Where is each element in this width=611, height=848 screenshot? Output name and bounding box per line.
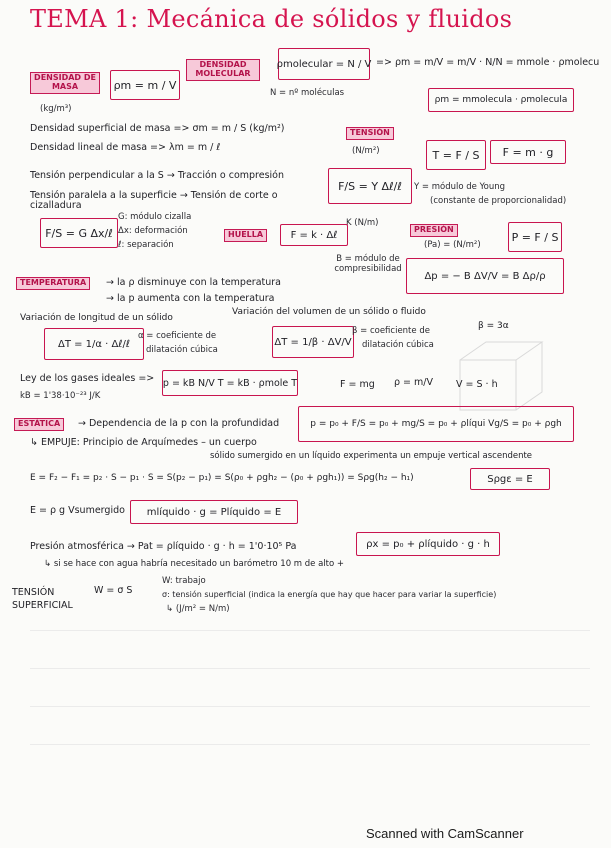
bulk-formula: Δp = − B ΔV/V = B Δρ/ρ [406, 258, 564, 294]
alpha-note1: α = coeficiente de [138, 331, 217, 341]
shear-l-note: ℓ: separación [118, 240, 174, 250]
shear-g-note: G: módulo cizalla [118, 212, 192, 222]
length-variation-text: Variación de longitud de un sólido [20, 313, 173, 323]
pressure-units: (Pa) = (N/m²) [424, 240, 481, 250]
bleed-line [30, 668, 590, 669]
shear-dx-note: Δx: deformación [118, 226, 188, 236]
force-formula: F = m · g [490, 140, 566, 164]
density-relation: => ρm = m/V = m/V · N/N = mmole · ρmolecu [376, 57, 600, 68]
tension-perp-text: Tensión perpendicular a la S → Tracción o compresión [30, 170, 285, 181]
hooke-formula: F = k · Δℓ [280, 224, 348, 246]
density-rho: ρ = m/V [394, 377, 433, 388]
density-mass-formula: ρm = m / V [110, 70, 180, 100]
weight-box: mlíquido · g = Plíquido = E [130, 500, 298, 524]
young-note2: (constante de proporcionalidad) [430, 196, 567, 206]
archimedes-text: ↳ EMPUJE: Principio de Arquímedes – un cuerpo [30, 437, 257, 448]
beta-note1: β = coeficiente de [352, 326, 430, 336]
temperature-line2: → la p aumenta con la temperatura [106, 293, 275, 304]
density-result-formula: ρm = mmolecula · ρmolecula [428, 88, 574, 112]
static-pressure-formula: p = p₀ + F/S = p₀ + mg/S = p₀ + ρlíqui Vg/S = p₀ + ρgh [298, 406, 574, 442]
surface-tension-label: TENSIÓN SUPERFICIAL [12, 587, 73, 612]
tension-units: (N/m²) [352, 146, 380, 156]
shear-formula: F/S = G Δx/ℓ [40, 218, 118, 248]
boltzmann-constant: kB = 1'38·10⁻²³ J/K [20, 391, 101, 401]
tension-parallel-text: Tensión paralela a la superficie → Tensión de corte o cizalladura [30, 190, 278, 212]
weight-equation: E = ρ g Vsumergido [30, 505, 125, 516]
beta-note2: dilatación cúbica [362, 340, 434, 350]
linear-density-text: Densidad lineal de masa => λm = m / ℓ [30, 142, 221, 153]
archimedes-text2: sólido sumergido en un líquido experimenta un empuje vertical ascendente [210, 451, 533, 461]
volume-variation-text: Variación del volumen de un sólido o fluido [232, 307, 426, 317]
young-formula: F/S = Y Δℓ/ℓ [328, 168, 412, 204]
surface-density-text: Densidad superficial de masa => σm = m / S (kg/m²) [30, 123, 285, 134]
volume-sh: V = S · h [456, 379, 498, 390]
static-desc: → Dependencia de la p con la profundidad [78, 418, 280, 429]
gas-law-formula: p = kB N/V T = kB · ρmole T [162, 370, 298, 396]
empuje-box: Sρgε = E [470, 468, 550, 490]
pressure-tag: PRESIÓN [410, 224, 458, 237]
density-mass-units: (kg/m³) [40, 104, 72, 114]
surface-tension-w-note: W: trabajo [162, 576, 206, 586]
beta-formula: ΔT = 1/β · ΔV/V [272, 326, 354, 358]
force-mg: F = mg [340, 379, 375, 390]
tension-formula: T = F / S [426, 140, 486, 170]
hooke-tag: HUELLA [224, 229, 267, 242]
bleed-line [30, 630, 590, 631]
alpha-note2: dilatación cúbica [146, 345, 218, 355]
alpha-formula: ΔT = 1/α · Δℓ/ℓ [44, 328, 144, 360]
gas-law-text: Ley de los gases ideales => [20, 373, 155, 384]
tension-tag: TENSIÓN [346, 127, 394, 140]
hooke-k-units: K (N/m) [346, 218, 379, 228]
static-tag: ESTÁTICA [14, 418, 64, 431]
bleed-line [30, 744, 590, 745]
bleed-line [30, 706, 590, 707]
young-note: Y = módulo de Young [414, 182, 506, 192]
surface-tension-sigma-note: σ: tensión superficial (indica la energía que hay que hacer para variar la superficie) [162, 590, 497, 599]
atm-note: ↳ si se hace con agua habría necesitado un barómetro 10 m de alto + [44, 559, 345, 569]
pressure-formula: P = F / S [508, 222, 562, 252]
surface-tension-units: ↳ (J/m² = N/m) [166, 604, 230, 614]
surface-tension-formula: W = σ S [94, 585, 133, 596]
temperature-tag: TEMPERATURA [16, 277, 90, 290]
temperature-line1: → la ρ disminuye con la temperatura [106, 277, 282, 288]
empuje-equation: E = F₂ − F₁ = p₂ · S − p₁ · S = S(p₂ − p₁) = S(ρ₀ + ρgh₂ − (ρ₀ + ρgh₁)) = Sρg(h₂ − h₁) [30, 473, 414, 483]
bulk-note: B = módulo de compresibilidad [334, 254, 402, 274]
page-title: TEMA 1: Mecánica de sólidos y fluidos [30, 5, 513, 33]
beta-relation: β = 3α [478, 321, 509, 331]
scanner-footer: Scanned with CamScanner [366, 826, 524, 841]
density-molecular-formula: ρmolecular = N / V [278, 48, 370, 80]
density-mass-tag: DENSIDAD DE MASA [30, 72, 100, 94]
atm-text: Presión atmosférica → Pat = ρlíquido · g · h = 1'0·10⁵ Pa [30, 541, 297, 552]
density-molecular-tag: DENSIDAD MOLECULAR [186, 59, 260, 81]
atm-box: ρx = p₀ + ρlíquido · g · h [356, 532, 500, 556]
density-n-note: N = nº moléculas [270, 88, 345, 98]
